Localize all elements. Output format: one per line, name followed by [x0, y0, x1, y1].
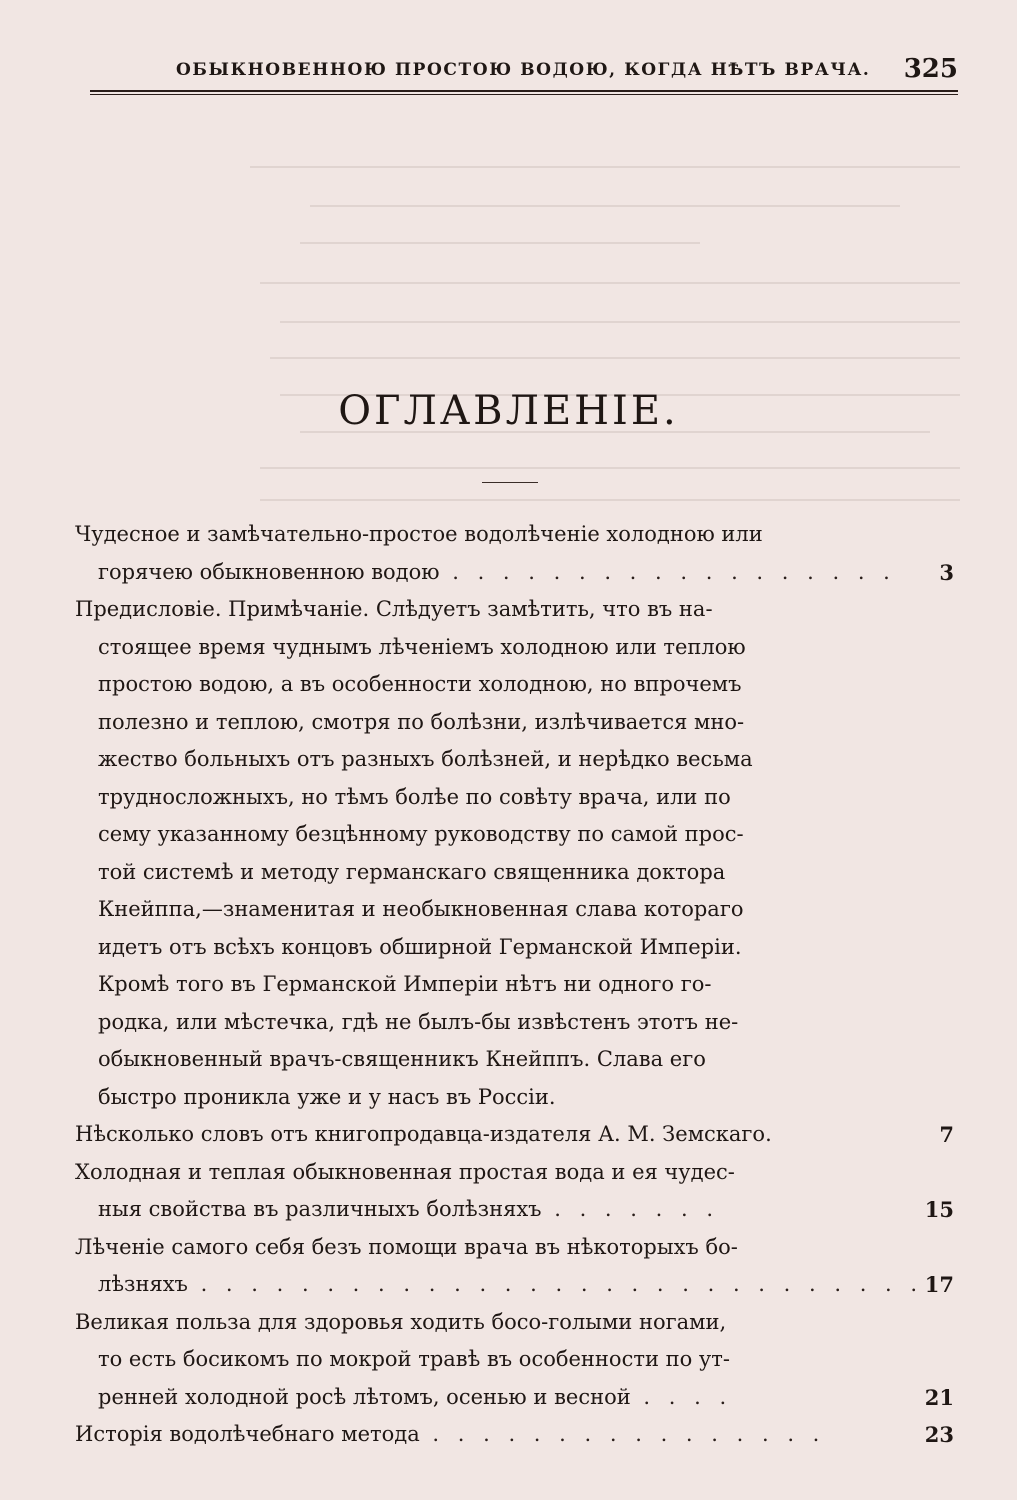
toc-entry-text: Предисловіе. Примѣчаніе. Слѣдуетъ замѣтить, что въ на- [75, 597, 713, 621]
toc-entry-text: идетъ отъ всѣхъ концовъ обширной Германской Имперіи. [98, 934, 742, 959]
toc-entry-line [75, 1266, 924, 1304]
toc-entry-line [75, 891, 910, 929]
toc-entry-line [75, 1304, 910, 1342]
table-of-contents [75, 516, 960, 1454]
toc-entry-line [75, 1416, 910, 1454]
toc-entry-text: Нѣсколько словъ отъ книгопродавца-издателя А. М. Земскаго. [75, 1122, 772, 1146]
toc-entry-text: трудносложныхъ, но тѣмъ болѣе по совѣту врача, или по [98, 784, 731, 809]
toc-entry-text: то есть босикомъ по мокрой травѣ въ особенности по ут- [98, 1347, 730, 1371]
toc-page-number: 21 [924, 1384, 954, 1410]
toc-leader-dots: . . . . . . . [541, 1197, 720, 1221]
toc-entry-line [75, 816, 910, 854]
header-rule [90, 90, 958, 92]
toc-page-number: 17 [924, 1272, 954, 1297]
toc-page-number: 15 [924, 1197, 954, 1222]
toc-entry-line [75, 1379, 910, 1417]
toc-entry [75, 1116, 960, 1154]
toc-leader-dots: . . . . . . . . . . . . . . . . . . [439, 559, 896, 584]
title-divider [482, 482, 538, 483]
toc-entry [75, 591, 960, 1116]
toc-entry-line [75, 629, 910, 667]
toc-entry-line [75, 591, 910, 629]
toc-entry-text: лѣзняхъ [98, 1272, 188, 1296]
toc-entry-text: горячею обыкновенною водою [98, 559, 440, 584]
toc-entry-text: Кромѣ того въ Германской Имперіи нѣтъ ни одного го- [98, 972, 712, 996]
toc-entry [75, 1229, 960, 1304]
running-head-title: ОБЫКНОВЕННОЮ ПРОСТОЮ ВОДОЮ, КОГДА НѢТЪ ВРАЧА. [176, 60, 871, 80]
toc-entry-text: Кнейппа,—знаменитая и необыкновенная слава котораго [98, 897, 744, 921]
toc-entry-line [75, 1191, 910, 1229]
toc-entry [75, 1416, 960, 1454]
toc-entry-line [75, 1041, 910, 1079]
toc-entry-text: полезно и теплою, смотря по болѣзни, излѣчивается мно- [98, 709, 745, 734]
toc-entry-text: стоящее время чуднымъ лѣченіемъ холодною или теплою [98, 634, 746, 659]
toc-entry-text: быстро проникла уже и у насъ въ Россіи. [98, 1084, 556, 1109]
toc-page-number: 23 [924, 1422, 954, 1447]
toc-page-number: 7 [939, 1122, 954, 1147]
toc-entry-text: Лѣченіе самого себя безъ помощи врача въ нѣкоторыхъ бо- [75, 1234, 738, 1259]
toc-leader-dots: . . . . . . . . . . . . . . . . [419, 1422, 826, 1446]
toc-entry [75, 1154, 960, 1229]
toc-entry-text: жество больныхъ отъ разныхъ болѣзней, и нерѣдко весьма [98, 747, 753, 771]
toc-entry-text: Чудесное и замѣчательно-простое водолѣченіе холодною или [75, 522, 763, 546]
toc-entry-text: простою водою, а въ особенности холодною, но впрочемъ [98, 672, 742, 696]
toc-page-number: 3 [939, 559, 954, 585]
toc-entry [75, 516, 960, 591]
toc-entry-text: Исторія водолѣчебнаго метода [75, 1422, 420, 1446]
toc-entry-line [75, 1079, 910, 1117]
toc-leader-dots: . . . . . . . . . . . . . . . . . . . . . . . . . . . . . [187, 1272, 924, 1296]
toc-entry-line [75, 1229, 910, 1267]
toc-leader-dots: . . . . [630, 1384, 733, 1409]
toc-entry-line [75, 966, 910, 1004]
header-rule-thin [90, 94, 958, 95]
toc-entry [75, 1304, 960, 1417]
running-header [90, 50, 958, 90]
toc-entry-line [75, 779, 910, 817]
toc-entry-text: обыкновенный врачъ-священникъ Кнейппъ. Слава его [98, 1047, 706, 1071]
toc-entry-text: той системѣ и методу германскаго священника доктора [98, 859, 726, 884]
toc-entry-line [75, 666, 910, 704]
toc-entry-text: сему указанному безцѣнному руководству по самой прос- [98, 822, 744, 846]
toc-entry-text: Великая польза для здоровья ходить босо-голыми ногами, [75, 1309, 727, 1334]
toc-entry-text: ренней холодной росѣ лѣтомъ, осенью и весной [98, 1384, 631, 1409]
toc-entry-line [75, 1341, 910, 1379]
toc-entry-line [75, 1154, 910, 1192]
toc-entry-text: ныя свойства въ различныхъ болѣзняхъ [98, 1197, 542, 1221]
toc-entry-line [75, 704, 910, 742]
toc-entry-line [75, 1116, 910, 1154]
page-title: ОГЛАВЛЕНІЕ. [338, 388, 679, 434]
toc-entry-line [75, 554, 910, 592]
toc-entry-line [75, 516, 910, 554]
toc-entry-text: родка, или мѣстечка, гдѣ не былъ-бы извѣстенъ этотъ не- [98, 1009, 739, 1034]
toc-entry-line [75, 929, 910, 967]
toc-entry-line [75, 741, 910, 779]
toc-entry-line [75, 1004, 910, 1042]
toc-entry-text: Холодная и теплая обыкновенная простая вода и ея чудес- [75, 1159, 735, 1184]
page-number: 325 [903, 54, 958, 84]
toc-entry-line [75, 854, 910, 892]
